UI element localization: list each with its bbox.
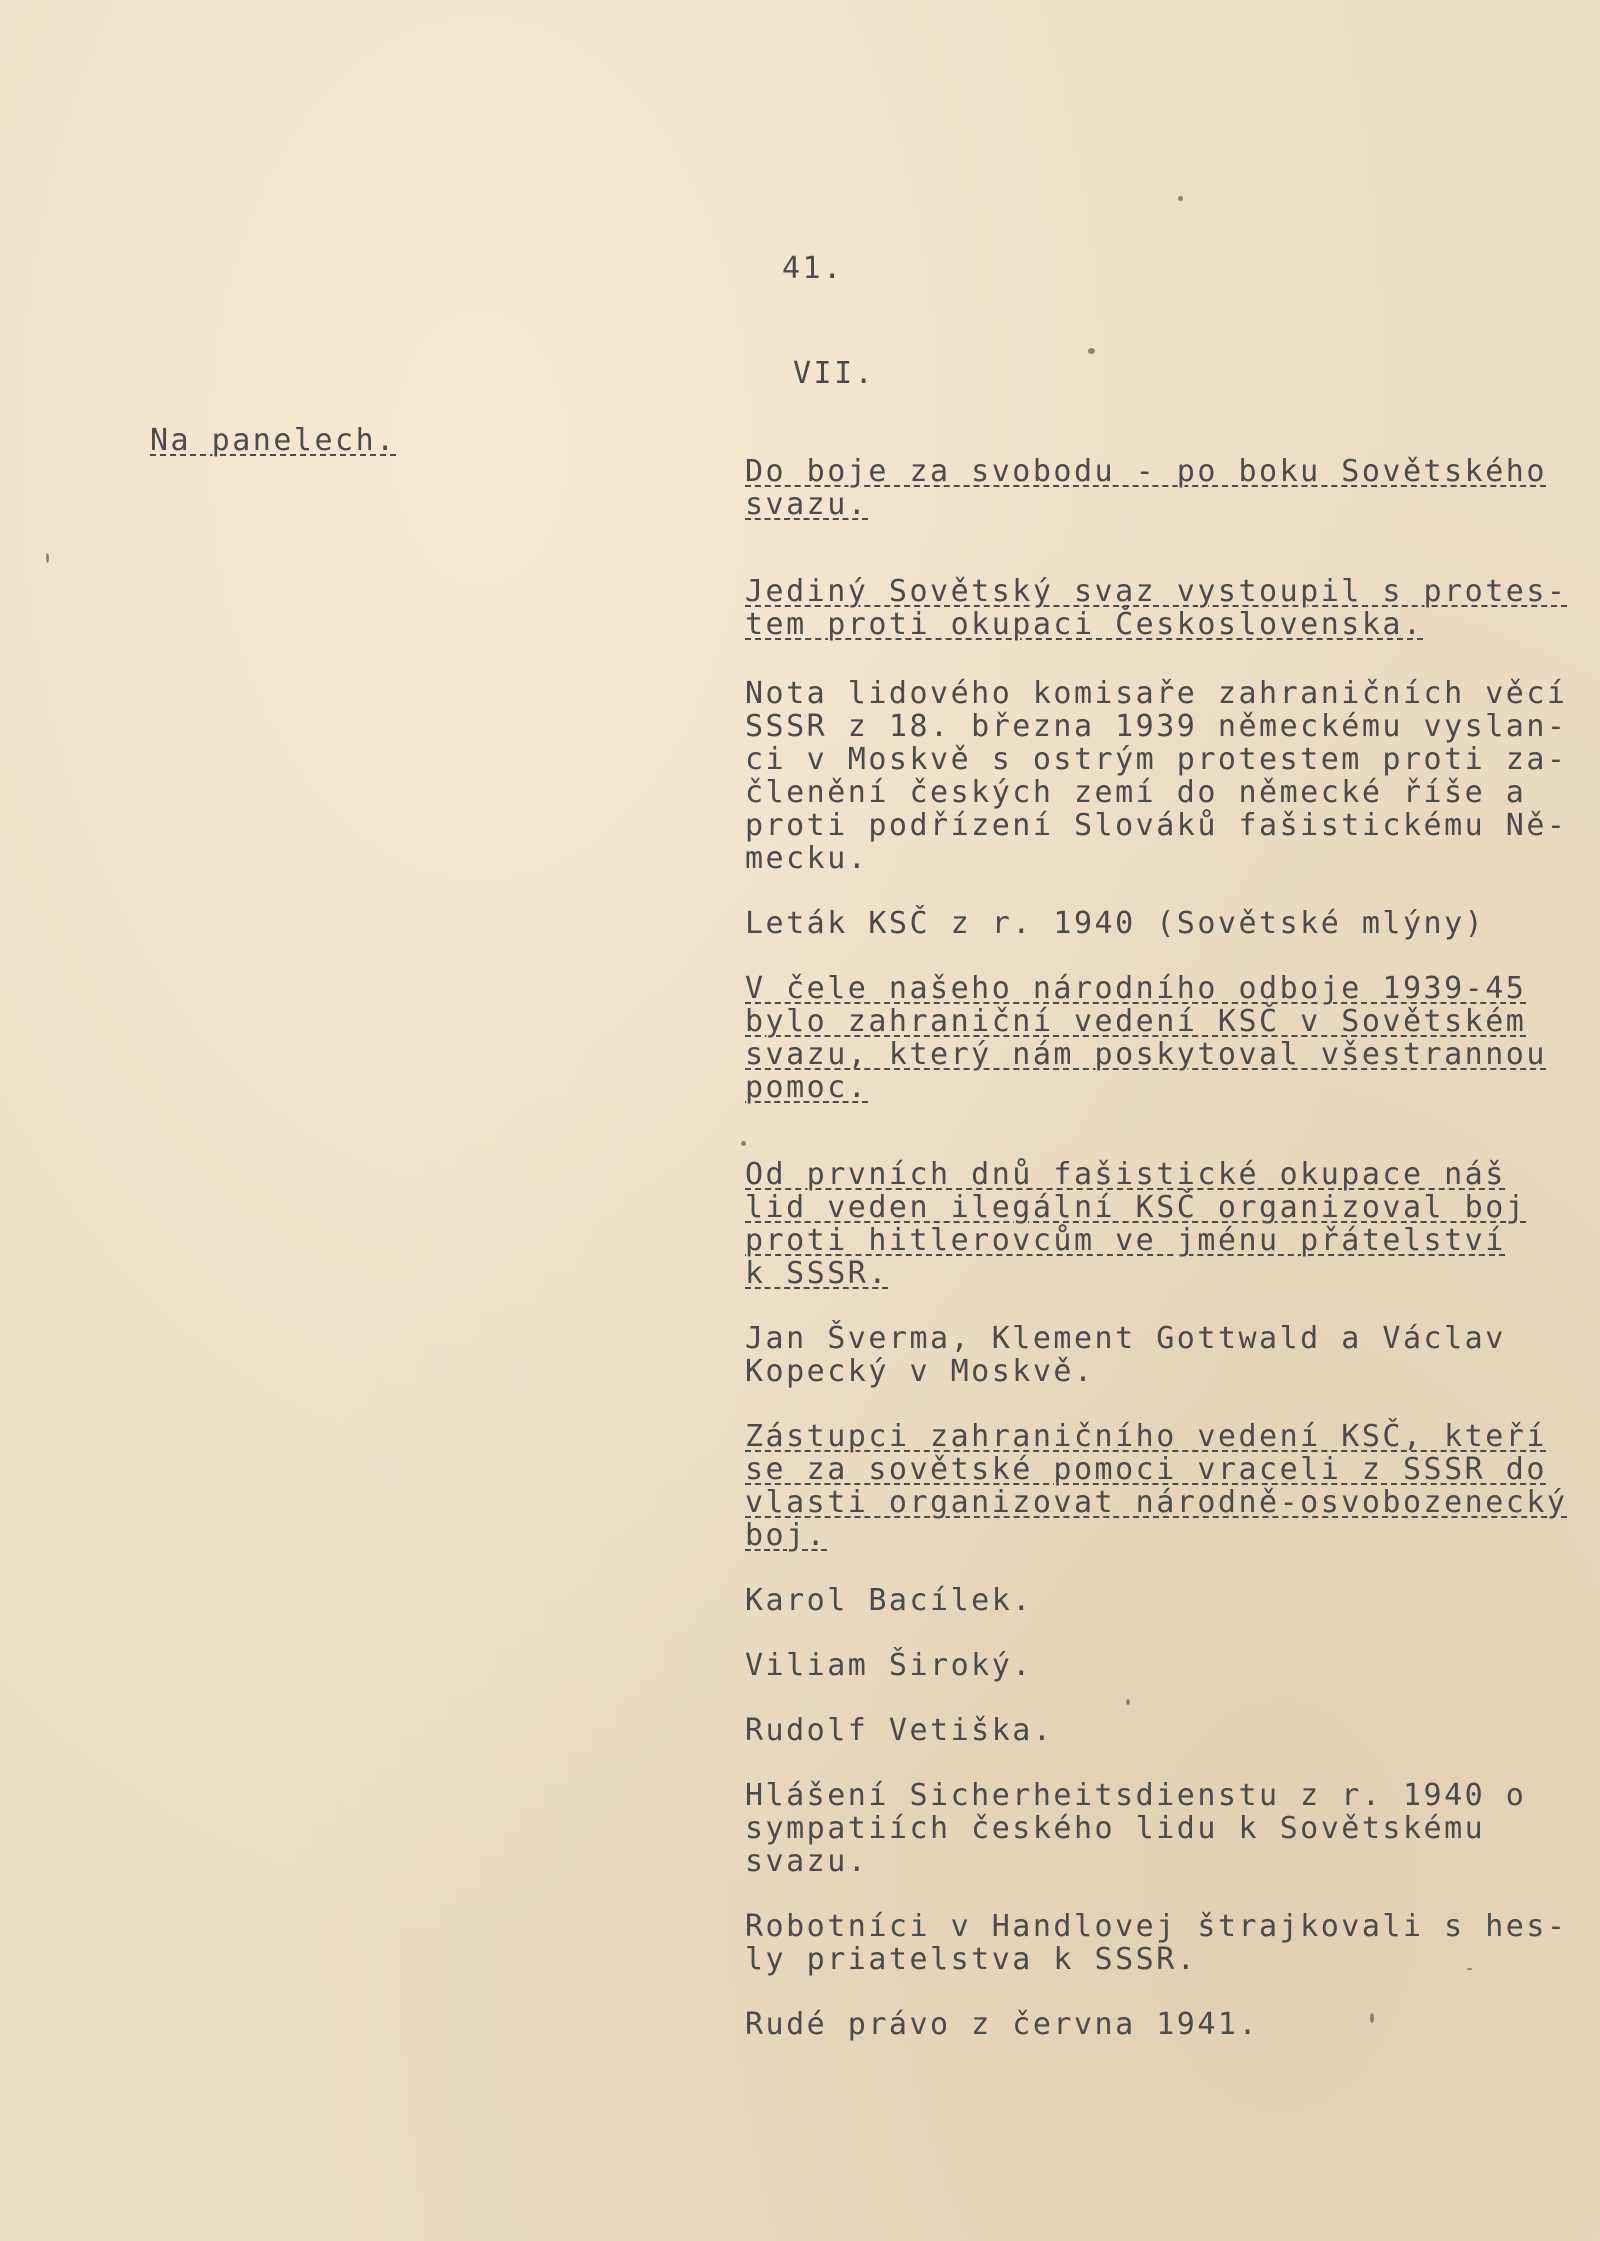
- paper-speck: [1370, 2013, 1374, 2023]
- text-line: vlasti organizovat národně-osvobozenecký: [745, 1485, 1568, 1520]
- paragraph-rude-pravo: [745, 2008, 1565, 2041]
- chapter-heading: VII.: [793, 356, 876, 391]
- margin-note: Na panelech.: [150, 423, 397, 458]
- text-line: svazu.: [745, 487, 869, 522]
- page-number: 41.: [782, 251, 844, 286]
- text-line: Od prvních dnů fašistické okupace náš: [745, 1157, 1506, 1192]
- text-line: Jan Šverma, Klement Gottwald a Václav: [745, 1321, 1506, 1356]
- paragraph-heading: [745, 455, 1565, 521]
- text-line: se za sovětské pomoci vraceli z SSSR do: [745, 1452, 1547, 1487]
- text-line: Leták KSČ z r. 1940 (Sovětské mlýny): [745, 906, 1486, 941]
- text-line: tem proti okupaci Československa.: [745, 607, 1424, 642]
- text-line: k SSSR.: [745, 1256, 889, 1291]
- text-line: proti podřízení Slováků fašistickému Ně-: [745, 808, 1568, 843]
- text-line: Karol Bacílek.: [745, 1583, 1033, 1618]
- text-line: Viliam Široký.: [745, 1648, 1033, 1683]
- text-line: Nota lidového komisaře zahraničních věcí: [745, 676, 1568, 711]
- text-line: lid veden ilegální KSČ organizoval boj: [745, 1190, 1527, 1225]
- text-line: mecku.: [745, 841, 869, 876]
- text-line: Robotníci v Handlovej štrajkovali s hes-: [745, 1909, 1568, 1944]
- paragraph-soviet-protest: [745, 574, 1568, 642]
- text-line: SSSR z 18. března 1939 německému vyslan-: [745, 709, 1568, 744]
- text-line: Zástupci zahraničního vedení KSČ, kteří: [745, 1419, 1547, 1454]
- text-line: sympatiích českého lidu k Sovětskému: [745, 1811, 1486, 1846]
- paper-speck: [46, 553, 49, 563]
- text-line: Rudé právo z června 1941.: [745, 2007, 1260, 2042]
- paragraph-bacilek: [745, 1584, 1565, 1617]
- text-line: svazu.: [745, 1844, 869, 1879]
- text-line: Kopecký v Moskvě.: [745, 1354, 1095, 1389]
- paragraph-siroky: [745, 1649, 1565, 1682]
- text-line: pomoc.: [745, 1070, 869, 1105]
- text-line: svazu, který nám poskytoval všestrannou: [745, 1037, 1547, 1072]
- text-line: boj.: [745, 1518, 828, 1553]
- paragraph-odboj: [745, 972, 1565, 1104]
- text-line: Jediný Sovětský svaz vystoupil s protes-: [745, 574, 1568, 609]
- paper-speck: [1467, 1968, 1472, 1970]
- text-line: proti hitlerovcům ve jménu přátelství: [745, 1223, 1506, 1258]
- paragraph-hlaseni: [745, 1779, 1565, 1878]
- paragraph-zastupci: [745, 1419, 1568, 1553]
- paper-speck: [1178, 196, 1183, 201]
- document-body: [745, 454, 1568, 2042]
- paper-speck: [1126, 1699, 1130, 1705]
- paragraph-nota: [745, 676, 1568, 876]
- paragraph-robotnici: [745, 1909, 1568, 1977]
- paper-speck: [1088, 348, 1095, 354]
- text-line: ly priatelstva k SSSR.: [745, 1942, 1198, 1977]
- paragraph-letak: [745, 907, 1565, 940]
- paper-speck: [741, 1141, 746, 1146]
- text-line: Hlášení Sicherheitsdienstu z r. 1940 o: [745, 1778, 1527, 1813]
- text-line: Do boje za svobodu - po boku Sovětského: [745, 454, 1547, 489]
- text-line: bylo zahraniční vedení KSČ v Sovětském: [745, 1004, 1527, 1039]
- paragraph-okupace: [745, 1158, 1565, 1290]
- text-line: členění českých zemí do německé říše a: [745, 775, 1527, 810]
- paragraph-moskva: [745, 1322, 1565, 1388]
- paragraph-vetiska: [745, 1714, 1565, 1747]
- text-line: V čele našeho národního odboje 1939-45: [745, 971, 1527, 1006]
- text-line: Rudolf Vetiška.: [745, 1713, 1054, 1748]
- text-line: ci v Moskvě s ostrým protestem proti za-: [745, 742, 1568, 777]
